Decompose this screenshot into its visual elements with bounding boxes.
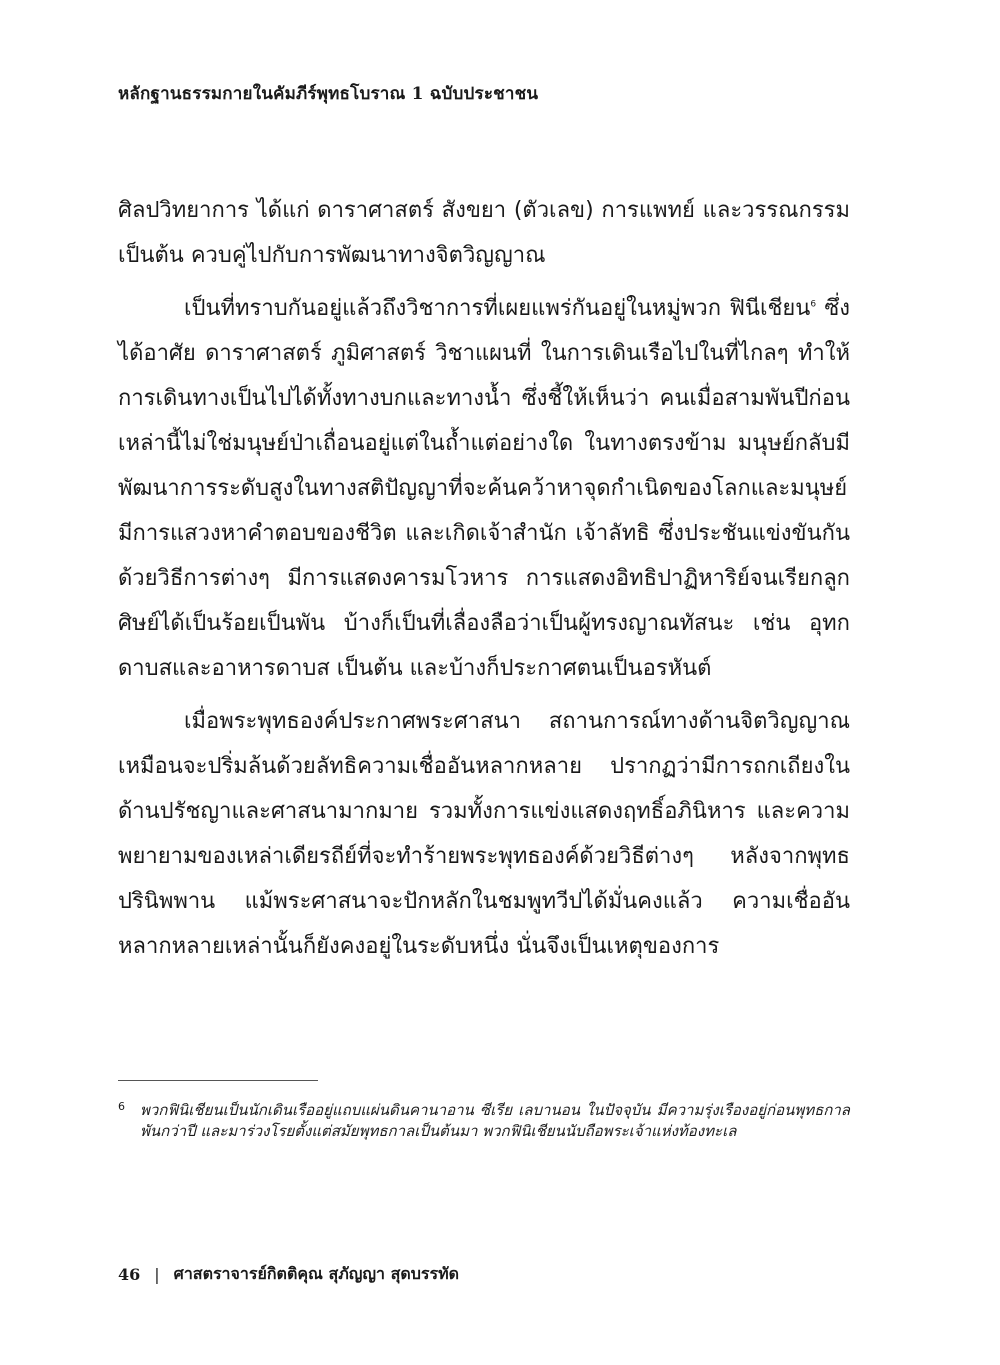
- paragraph-3: เมื่อพระพุทธองค์ประกาศพระศาสนา สถานการณ์ทางด้านจิตวิญญาณเหมือนจะปริ่มล้นด้วยลัทธิความเชื่ออันหลากหลาย ปรากฏว่ามีการถกเถียงในด้านปรัชญาและศาสนามากมาย รวมทั้งการแข่งแสดงฤทธิ์อภินิหาร และความพยายามของเหล่าเดียรถีย์ที่จะทำร้ายพระพุทธองค์ด้วยวิธีต่างๆ หลังจากพุทธปรินิพพาน แม้พระศาสนาจะปักหลักในชมพูทวีปได้มั่นคงแล้ว ความเชื่ออันหลากหลายเหล่านั้นก็ยังคงอยู่ในระดับหนึ่ง นั่นจึงเป็นเหตุของการ: [118, 709, 850, 959]
- footnote-reference: 6: [810, 299, 817, 310]
- running-header: [118, 80, 538, 107]
- book-title: หลักฐานธรรมกายในคัมภีร์พุทธโบราณ 1 ฉบับประชาชน: [118, 84, 539, 104]
- paragraph-1: ศิลปวิทยาการ ได้แก่ ดาราศาสตร์ สังขยา (ตัวเลข) การแพทย์ และวรรณกรรม เป็นต้น ควบคู่ไปกับการพัฒนาทางจิตวิญญาณ: [118, 198, 850, 268]
- page-number: 46: [118, 1265, 141, 1284]
- footnote: [118, 1100, 850, 1142]
- footnote-number: 6: [118, 1100, 125, 1113]
- running-footer: [118, 1262, 459, 1287]
- body-text: [118, 188, 850, 977]
- paragraph-2-text-after: ซึ่งได้อาศัย ดาราศาสตร์ ภูมิศาสตร์ วิชาแผนที่ ในการเดินเรือไปในที่ไกลๆ ทำให้การเดินทางเป็นไปได้ทั้งทางบกและทางน้ำ ซึ่งชี้ให้เห็นว่า คนเมื่อสามพันปีก่อนเหล่านี้ไม่ใช่มนุษย์ป่าเถื่อนอยู่แต่ในถ้ำแต่อย่างใด ในทางตรงข้าม มนุษย์กลับมีพัฒนาการระดับสูงในทางสติปัญญาที่จะค้นคว้าหาจุดกำเนิดของโลกและมนุษย์ มีการแสวงหาคำตอบของชีวิต และเกิดเจ้าสำนัก เจ้าลัทธิ ซึ่งประชันแข่งขันกันด้วยวิธีการต่างๆ มีการแสดงคารมโวหาร การแสดงอิทธิปาฏิหาริย์จนเรียกลูกศิษย์ได้เป็นร้อยเป็นพัน บ้างก็เป็นที่เลื่องลือว่าเป็นผู้ทรงญาณทัสนะ เช่น อุทกดาบสและอาหารดาบส เป็นต้น และบ้างก็ประกาศตนเป็นอรหันต์: [118, 296, 851, 681]
- paragraph-2-text-before: เป็นที่ทราบกันอยู่แล้วถึงวิชาการที่เผยแพร่กันอยู่ในหมู่พวก ฟินีเชียน: [184, 296, 811, 321]
- footnote-divider: [118, 1080, 318, 1081]
- footnote-text: พวกฟินิเชียนเป็นนักเดินเรืออยู่แถบแผ่นดินคานาอาน ซีเรีย เลบานอน ในปัจจุบัน มีความรุ่งเรืองอยู่ก่อนพุทธกาลพันกว่าปี และมาร่วงโรยตั้งแต่สมัยพุทธกาลเป็นต้นมา พวกฟินิเชียนนับถือพระเจ้าแห่งท้องทะเล: [140, 1101, 850, 1140]
- author-name: ศาสตราจารย์กิตติคุณ สุภัญญา สุดบรรทัด: [173, 1264, 460, 1283]
- paragraph-2: [118, 286, 850, 691]
- footer-separator: |: [154, 1265, 160, 1284]
